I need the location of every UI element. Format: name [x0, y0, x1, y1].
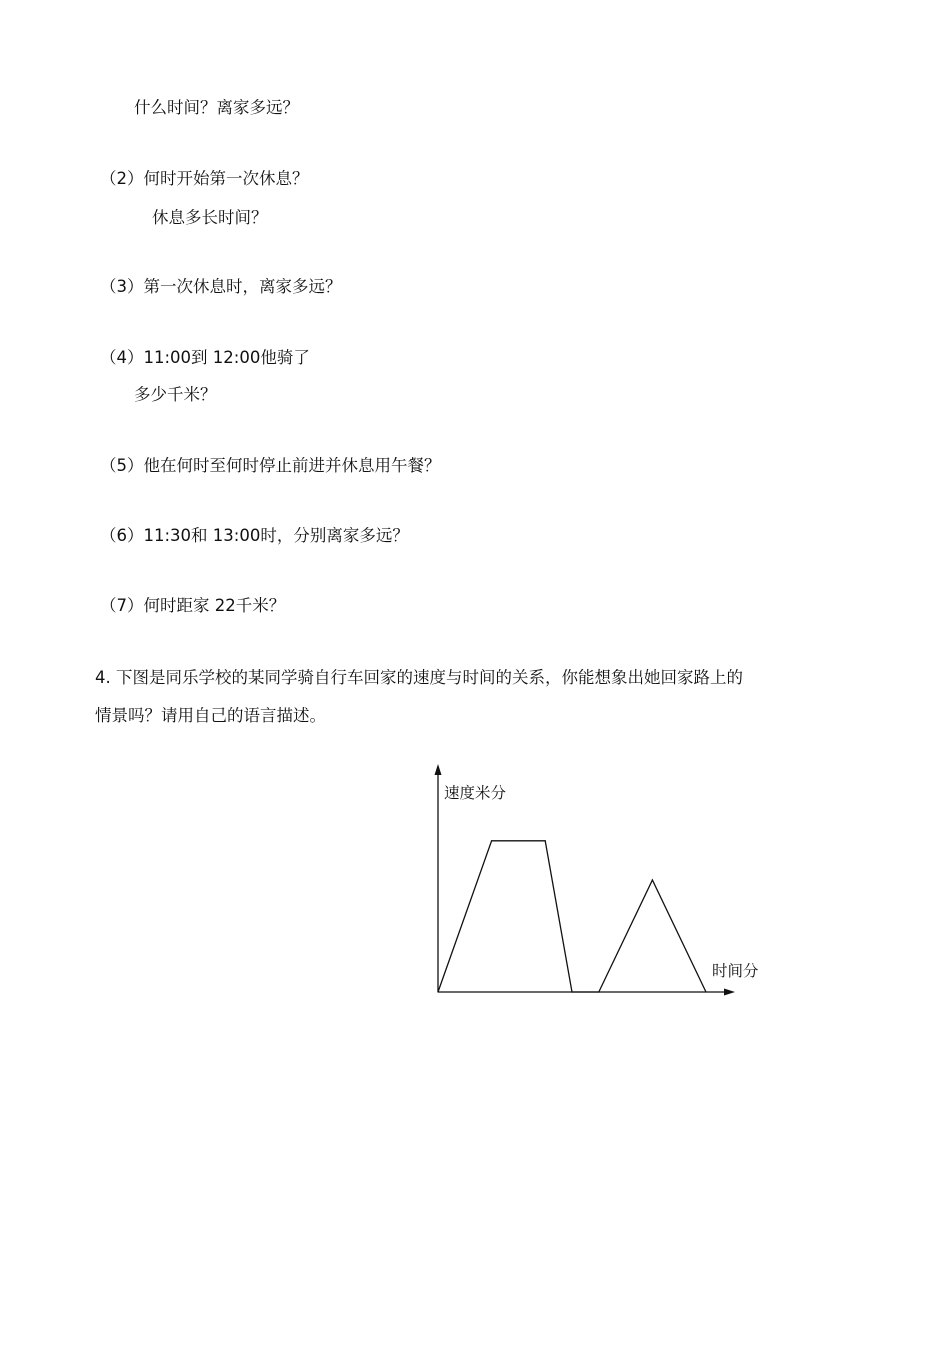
speed-point-3 [571, 991, 572, 992]
question-7: （7）何时距家 22千米？ [100, 596, 286, 615]
question-5: （5）他在何时至何时停止前进并休息用午餐？ [100, 456, 441, 475]
speed-point-1 [491, 840, 492, 841]
y-axis-arrow [435, 764, 442, 775]
question-1-continuation: 什么时间？离家多远？ [134, 98, 299, 117]
question-6: （6）11:30和 13:00时，分别离家多远？ [100, 526, 409, 545]
x-axis-label: 时间分 [712, 962, 759, 980]
question-4-line-1: （4）11:00到 12:00他骑了 [100, 348, 310, 367]
speed-point-2 [545, 840, 546, 841]
problem-4-line-1: 4. 下图是同乐学校的某同学骑自行车回家的速度与时间的关系，你能想象出她回家路上的 [95, 668, 743, 687]
question-2-line-2: 休息多长时间？ [152, 208, 268, 227]
speed-point-6 [705, 991, 706, 992]
speed-time-graph [420, 760, 780, 1010]
question-4-line-2: 多少千米？ [134, 385, 217, 404]
problem-4-line-2: 情景吗？请用自己的语言描述。 [95, 706, 326, 725]
speed-point-5 [652, 879, 653, 880]
x-axis-arrow [724, 989, 735, 996]
y-axis-label: 速度米分 [444, 784, 507, 802]
speed-point-4 [598, 991, 599, 992]
speed-series-line [438, 841, 706, 992]
question-2-line-1: （2）何时开始第一次休息？ [100, 169, 309, 188]
speed-point-0 [437, 991, 438, 992]
question-3: （3）第一次休息时，离家多远？ [100, 277, 342, 296]
